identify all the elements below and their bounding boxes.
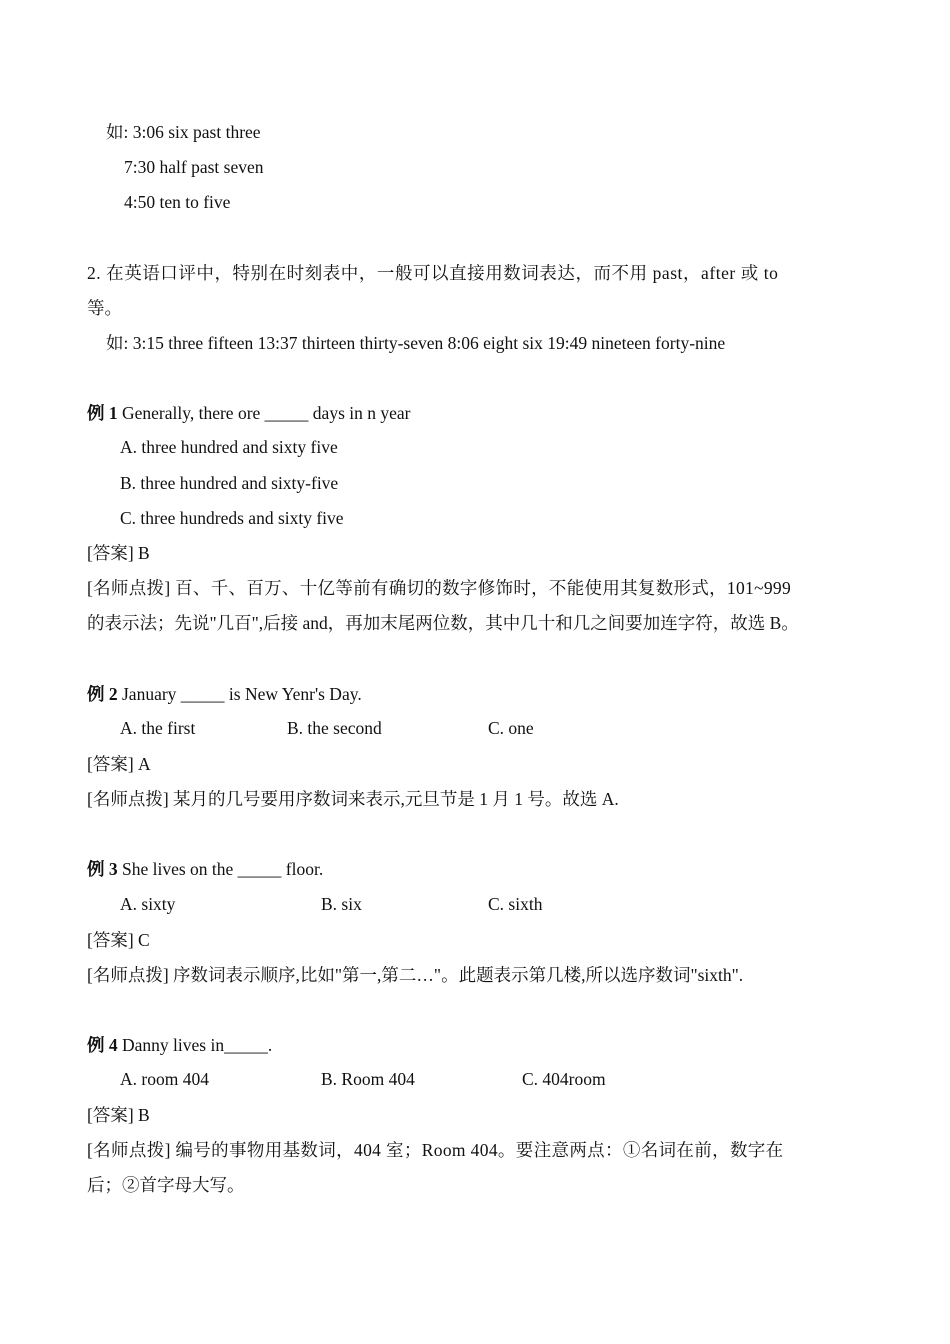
question-text: Generally, there ore _____ days in n year — [117, 403, 411, 423]
example-question — [87, 857, 323, 881]
answer: [答案] B — [87, 1105, 150, 1125]
example-question — [87, 682, 362, 706]
option-a: A. three hundred and sixty five — [120, 437, 338, 457]
option-a: A. sixty — [120, 894, 176, 914]
question-text: She lives on the _____ floor. — [117, 859, 324, 879]
example-label: 例 4 — [87, 1035, 118, 1055]
option-c: C. one — [488, 718, 534, 738]
teacher-note: [名师点拨] 百、千、百万、十亿等前有确切的数字修饰时，不能使用其复数形式，101~999 — [87, 578, 791, 598]
option-a: A. room 404 — [120, 1069, 209, 1089]
intro-example-line: 4:50 ten to five — [124, 192, 231, 212]
rule-example: 如: 3:15 three fifteen 13:37 thirteen thirty-seven 8:06 eight six 19:49 nineteen forty-nine — [106, 333, 726, 353]
example-label: 例 1 — [87, 403, 118, 423]
teacher-note: [名师点拨] 编号的事物用基数词，404 室；Room 404。要注意两点：①名词在前，数字在 — [87, 1140, 784, 1160]
answer: [答案] A — [87, 754, 151, 774]
option-b: B. Room 404 — [321, 1069, 415, 1089]
rule-text: 等。 — [87, 298, 122, 318]
option-b: B. three hundred and sixty-five — [120, 473, 339, 493]
teacher-note: [名师点拨] 序数词表示顺序,比如"第一,第二…"。此题表示第几楼,所以选序数词"sixth". — [87, 965, 744, 985]
example-label: 例 2 — [87, 684, 118, 704]
teacher-note: [名师点拨] 某月的几号要用序数词来表示,元旦节是 1 月 1 号。故选 A. — [87, 789, 619, 809]
intro-example-line: 如: 3:06 six past three — [106, 122, 261, 142]
question-text: January _____ is New Yenr's Day. — [117, 684, 362, 704]
option-b: B. the second — [287, 718, 382, 738]
example-question — [87, 1033, 272, 1057]
option-a: A. the first — [120, 718, 196, 738]
option-c: C. sixth — [488, 894, 543, 914]
answer: [答案] B — [87, 543, 150, 563]
intro-example-line: 7:30 half past seven — [124, 157, 264, 177]
option-c: C. 404room — [522, 1069, 606, 1089]
answer: [答案] C — [87, 930, 150, 950]
teacher-note: 的表示法；先说"几百",后接 and，再加末尾两位数，其中几十和几之间要加连字符，故选 B。 — [87, 613, 799, 633]
question-text: Danny lives in_____. — [117, 1035, 273, 1055]
example-question — [87, 401, 410, 425]
teacher-note: 后；②首字母大写。 — [87, 1175, 245, 1195]
option-c: C. three hundreds and sixty five — [120, 508, 344, 528]
rule-text: 2. 在英语口评中，特别在时刻表中，一般可以直接用数词表达，而不用 past，after 或 to — [87, 263, 779, 283]
option-b: B. six — [321, 894, 362, 914]
example-label: 例 3 — [87, 859, 118, 879]
